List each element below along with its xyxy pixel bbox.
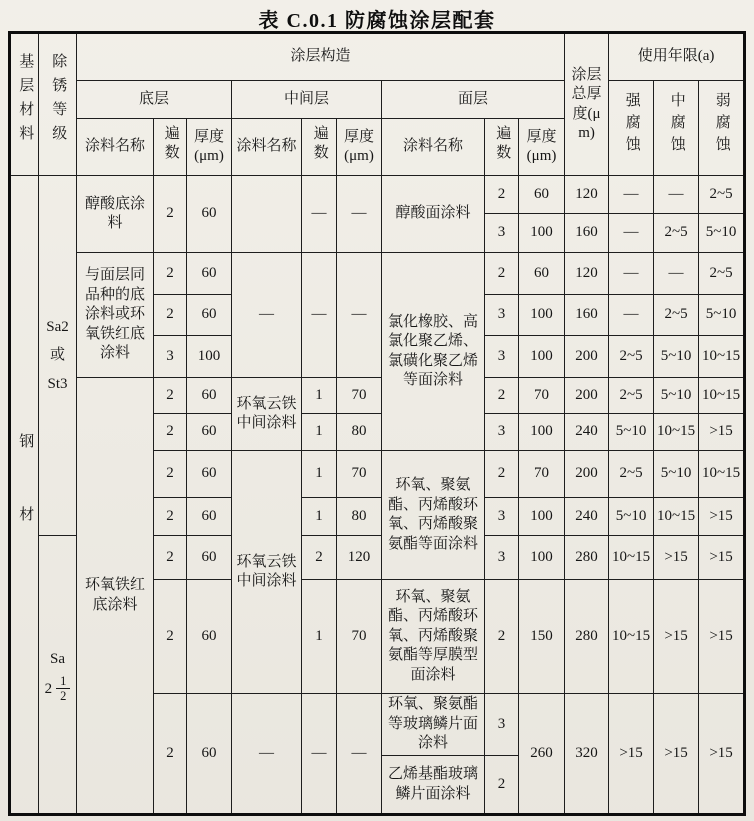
cell-top-thickness: 70: [519, 378, 565, 414]
header-coating-structure: 涂层构造: [77, 33, 565, 81]
cell-top-name: 醇酸面涂料: [382, 176, 485, 253]
coating-table: [8, 31, 746, 816]
cell-mid-name: [232, 176, 302, 253]
cell-medium: 10~15: [654, 414, 699, 451]
cell-total-thickness: 280: [565, 580, 609, 694]
header-total-thickness: 涂层总厚度(μm): [565, 33, 609, 176]
cell-mid-thickness: —: [337, 253, 382, 378]
header-weak-corrosion: [699, 81, 745, 176]
cell-mid-passes: —: [302, 253, 337, 378]
header-top-passes-label: 遍数: [494, 124, 511, 163]
cell-top-thickness: 100: [519, 498, 565, 536]
cell-weak: 2~5: [699, 253, 745, 295]
cell-mid-thickness: 70: [337, 378, 382, 414]
cell-bottom-thickness: 60: [187, 378, 232, 414]
cell-mid-thickness: 80: [337, 414, 382, 451]
cell-mid-name: 环氧云铁中间涂料: [232, 451, 302, 694]
cell-top-thickness: 100: [519, 336, 565, 378]
base-material-label: 钢材: [17, 433, 34, 580]
header-top-passes: [485, 119, 519, 176]
rust-grade-line: St3: [47, 375, 68, 392]
header-top-coating-name: 涂料名称: [382, 119, 485, 176]
cell-top-thickness: 100: [519, 295, 565, 336]
cell-weak: 5~10: [699, 214, 745, 253]
cell-weak: 10~15: [699, 451, 745, 498]
cell-base-material: [10, 176, 39, 815]
cell-bottom-passes: 3: [154, 336, 187, 378]
fraction-denominator: 2: [60, 689, 67, 704]
cell-total-thickness: 240: [565, 498, 609, 536]
cell-total-thickness: 120: [565, 176, 609, 214]
cell-top-thickness: 100: [519, 414, 565, 451]
rust-grade-line: 或: [49, 347, 65, 364]
header-bottom-thickness: 厚度(μm): [187, 119, 232, 176]
cell-top-passes: 3: [485, 214, 519, 253]
cell-medium: 2~5: [654, 214, 699, 253]
header-mid-coating-name: 涂料名称: [232, 119, 302, 176]
cell-top-passes: 3: [485, 295, 519, 336]
cell-total-thickness: 160: [565, 214, 609, 253]
cell-mid-name: —: [232, 694, 302, 815]
cell-top-passes: 2: [485, 253, 519, 295]
cell-weak: 10~15: [699, 378, 745, 414]
cell-top-passes: 2: [485, 580, 519, 694]
cell-bottom-name: 醇酸底涂料: [77, 176, 154, 253]
cell-top-thickness: 60: [519, 176, 565, 214]
cell-mid-passes: 2: [302, 536, 337, 580]
cell-bottom-thickness: 60: [187, 295, 232, 336]
header-top-thickness: 厚度(μm): [519, 119, 565, 176]
cell-medium: 10~15: [654, 498, 699, 536]
cell-bottom-passes: 2: [154, 378, 187, 414]
cell-top-name: 环氧、聚氨酯等玻璃鳞片面涂料: [382, 694, 485, 756]
cell-bottom-name: 与面层同品种的底涂料或环氧铁红底涂料: [77, 253, 154, 378]
cell-top-thickness: 150: [519, 580, 565, 694]
cell-top-passes: 3: [485, 536, 519, 580]
cell-mid-passes: 1: [302, 580, 337, 694]
cell-total-thickness: 200: [565, 451, 609, 498]
cell-bottom-thickness: 60: [187, 253, 232, 295]
cell-medium: >15: [654, 536, 699, 580]
cell-top-passes: 2: [485, 176, 519, 214]
header-base-material: [10, 33, 39, 176]
header-rust-grade-label: 除锈等级: [50, 53, 67, 150]
cell-top-name: 乙烯基酯玻璃鳞片面涂料: [382, 756, 485, 815]
cell-top-passes: 3: [485, 694, 519, 756]
cell-total-thickness: 160: [565, 295, 609, 336]
cell-top-passes: 3: [485, 414, 519, 451]
cell-total-thickness: 280: [565, 536, 609, 580]
header-bottom-layer: 底层: [77, 81, 232, 119]
cell-mid-thickness: —: [337, 176, 382, 253]
header-mid-thickness: 厚度(μm): [337, 119, 382, 176]
cell-rust-grade-sa2-st3: [39, 176, 77, 536]
cell-mid-name: —: [232, 253, 302, 378]
cell-bottom-passes: 2: [154, 536, 187, 580]
cell-bottom-thickness: 60: [187, 694, 232, 815]
cell-mid-thickness: 70: [337, 451, 382, 498]
cell-medium: 5~10: [654, 451, 699, 498]
rust-grade-line: Sa: [50, 651, 65, 668]
cell-weak: 10~15: [699, 336, 745, 378]
cell-bottom-passes: 2: [154, 451, 187, 498]
cell-bottom-passes: 2: [154, 253, 187, 295]
cell-bottom-passes: 2: [154, 295, 187, 336]
cell-strong: 5~10: [609, 498, 654, 536]
cell-mid-passes: —: [302, 176, 337, 253]
cell-bottom-passes: 2: [154, 694, 187, 815]
header-medium-corrosion-label: 中腐蚀: [668, 91, 685, 158]
cell-bottom-thickness: 60: [187, 176, 232, 253]
cell-total-thickness: 120: [565, 253, 609, 295]
cell-weak: >15: [699, 414, 745, 451]
header-mid-passes-label: 遍数: [311, 124, 328, 163]
cell-bottom-thickness: 60: [187, 580, 232, 694]
cell-weak: 2~5: [699, 176, 745, 214]
cell-bottom-passes: 2: [154, 176, 187, 253]
cell-bottom-thickness: 60: [187, 414, 232, 451]
cell-bottom-passes: 2: [154, 498, 187, 536]
fraction-whole: 2: [44, 680, 53, 697]
cell-strong: —: [609, 295, 654, 336]
cell-bottom-thickness: 60: [187, 498, 232, 536]
cell-top-thickness: 260: [519, 694, 565, 815]
cell-medium: —: [654, 253, 699, 295]
cell-bottom-name: 环氧铁红底涂料: [77, 378, 154, 815]
cell-mid-passes: 1: [302, 498, 337, 536]
cell-medium: 5~10: [654, 378, 699, 414]
cell-total-thickness: 240: [565, 414, 609, 451]
cell-mid-passes: 1: [302, 378, 337, 414]
cell-strong: 2~5: [609, 451, 654, 498]
cell-top-thickness: 60: [519, 253, 565, 295]
header-strong-corrosion: [609, 81, 654, 176]
cell-mid-passes: 1: [302, 414, 337, 451]
cell-top-name: 环氧、聚氨酯、丙烯酸环氧、丙烯酸聚氨酯等厚膜型面涂料: [382, 580, 485, 694]
cell-top-passes: 3: [485, 336, 519, 378]
cell-weak: >15: [699, 580, 745, 694]
cell-bottom-thickness: 60: [187, 451, 232, 498]
cell-weak: >15: [699, 694, 745, 815]
cell-medium: >15: [654, 694, 699, 815]
cell-strong: 2~5: [609, 336, 654, 378]
cell-bottom-passes: 2: [154, 414, 187, 451]
header-top-layer: 面层: [382, 81, 565, 119]
cell-top-thickness: 100: [519, 214, 565, 253]
cell-strong: >15: [609, 694, 654, 815]
cell-total-thickness: 200: [565, 378, 609, 414]
cell-top-thickness: 70: [519, 451, 565, 498]
header-base-material-label: 基层材料: [17, 53, 34, 150]
cell-top-thickness: 100: [519, 536, 565, 580]
cell-medium: 2~5: [654, 295, 699, 336]
cell-strong: —: [609, 253, 654, 295]
cell-bottom-thickness: 60: [187, 536, 232, 580]
cell-mid-thickness: 120: [337, 536, 382, 580]
cell-bottom-passes: 2: [154, 580, 187, 694]
header-middle-layer: 中间层: [232, 81, 382, 119]
header-bottom-passes-label: 遍数: [162, 124, 179, 163]
cell-mid-passes: 1: [302, 451, 337, 498]
header-mid-passes: [302, 119, 337, 176]
cell-medium: >15: [654, 580, 699, 694]
cell-mid-thickness: 80: [337, 498, 382, 536]
cell-weak: >15: [699, 536, 745, 580]
header-medium-corrosion: [654, 81, 699, 176]
cell-top-passes: 2: [485, 756, 519, 815]
cell-top-passes: 2: [485, 378, 519, 414]
header-rust-grade: [39, 33, 77, 176]
cell-medium: 5~10: [654, 336, 699, 378]
header-strong-corrosion-label: 强腐蚀: [623, 91, 640, 158]
header-service-life: 使用年限(a): [609, 33, 745, 81]
cell-mid-thickness: 70: [337, 580, 382, 694]
cell-mid-name: 环氧云铁中间涂料: [232, 378, 302, 451]
cell-top-name: 氯化橡胶、高氯化聚乙烯、氯磺化聚乙烯等面涂料: [382, 253, 485, 451]
header-bottom-passes: [154, 119, 187, 176]
cell-top-passes: 2: [485, 451, 519, 498]
header-weak-corrosion-label: 弱腐蚀: [713, 91, 730, 158]
cell-top-name: 环氧、聚氨酯、丙烯酸环氧、丙烯酸聚氨酯等面涂料: [382, 451, 485, 580]
cell-weak: 5~10: [699, 295, 745, 336]
fraction-stack: [56, 674, 70, 704]
cell-strong: 10~15: [609, 536, 654, 580]
cell-mid-thickness: —: [337, 694, 382, 815]
rust-grade-fraction: [41, 674, 74, 704]
cell-top-passes: 3: [485, 498, 519, 536]
cell-strong: —: [609, 176, 654, 214]
rust-grade-line: Sa2: [46, 318, 69, 335]
cell-weak: >15: [699, 498, 745, 536]
cell-medium: —: [654, 176, 699, 214]
fraction-numerator: 1: [56, 674, 70, 689]
cell-mid-passes: —: [302, 694, 337, 815]
cell-strong: 5~10: [609, 414, 654, 451]
cell-rust-grade-sa2half: [39, 536, 77, 815]
header-bottom-coating-name: 涂料名称: [77, 119, 154, 176]
cell-strong: 2~5: [609, 378, 654, 414]
cell-strong: —: [609, 214, 654, 253]
cell-bottom-thickness: 100: [187, 336, 232, 378]
page-title: 表 C.0.1 防腐蚀涂层配套: [258, 10, 496, 32]
cell-total-thickness: 200: [565, 336, 609, 378]
cell-total-thickness: 320: [565, 694, 609, 815]
cell-strong: 10~15: [609, 580, 654, 694]
